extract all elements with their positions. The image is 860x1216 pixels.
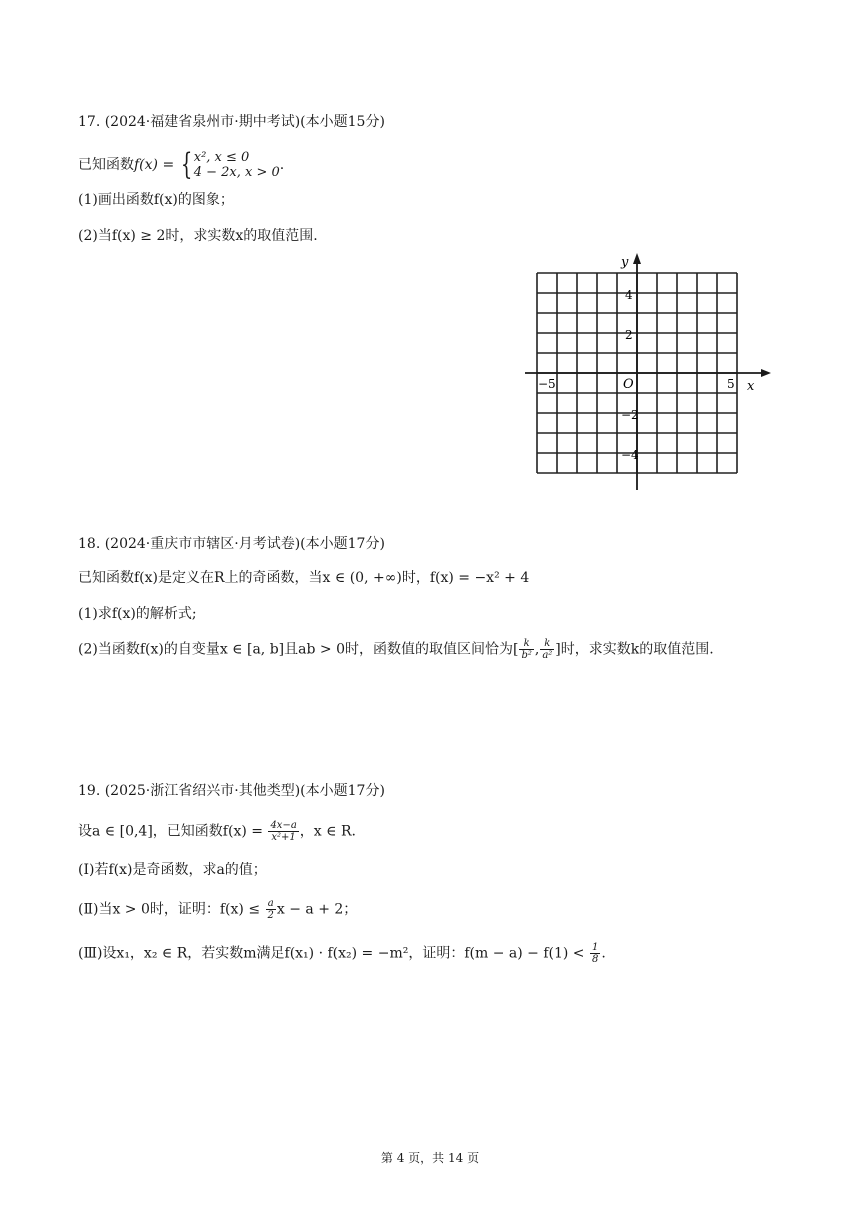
q19-part-2-start: (Ⅱ)当x > 0时，证明：f(x) ≤ <box>78 901 265 918</box>
q19-part-2-fraction <box>266 898 276 921</box>
q19-fraction <box>268 820 298 843</box>
q19-statement <box>78 820 356 843</box>
q19-part-2-fraction-num: a <box>266 898 276 910</box>
q18-part-2-start: (2)当函数f(x)的自变量x ∈ [a, b]且ab > 0时，函数值的取值区间恰为[ <box>78 641 519 658</box>
q18-header: 18. (2024·重庆市市辖区·月考试卷)(本小题17分) <box>78 536 385 552</box>
q19-part-3-start: (Ⅲ)设x₁，x₂ ∈ R，若实数m满足f(x₁) · f(x₂) = −m²，证明：f(m − a) − f(1) < <box>78 945 589 962</box>
q19-part-1: (Ⅰ)若f(x)是奇函数，求a的值； <box>78 862 267 878</box>
x-axis-arrow <box>761 369 771 377</box>
y-axis-arrow <box>633 253 641 264</box>
q19-part-2-fraction-den: 2 <box>267 910 274 921</box>
q18-fraction-1-num: k <box>519 638 533 650</box>
q19-part-3-end: . <box>601 945 606 962</box>
q18-fraction-2-den: a² <box>542 650 553 661</box>
q19-part-2 <box>78 898 357 921</box>
q18-fraction-1-den: b² <box>521 650 532 661</box>
q17-header: 17. (2024·福建省泉州市·期中考试)(本小题15分) <box>78 114 385 130</box>
q17-intro: 已知函数 <box>78 157 134 173</box>
q19-header: 19. (2025·浙江省绍兴市·其他类型)(本小题17分) <box>78 783 385 799</box>
q19-part-3-fraction-num: 1 <box>591 942 599 953</box>
q19-part-3-fraction-den: 8 <box>591 954 599 965</box>
q17-function-definition <box>78 147 285 182</box>
brace-symbol: { <box>180 147 192 182</box>
q19-part-3 <box>78 942 606 965</box>
x-tick-5: 5 <box>727 377 735 391</box>
q19-fraction-den: x²+1 <box>271 832 296 843</box>
y-tick-4: 4 <box>625 288 633 302</box>
q19-fraction-num: 4x−a <box>270 820 297 831</box>
y-tick-2: 2 <box>625 328 633 342</box>
q17-part-1: (1)画出函数f(x)的图象； <box>78 192 234 208</box>
y-axis-label: y <box>621 255 629 270</box>
q18-statement: 已知函数f(x)是定义在R上的奇函数，当x ∈ (0, +∞)时，f(x) = −x² + 4 <box>78 570 530 586</box>
coordinate-grid-figure <box>525 250 775 495</box>
q19-part-3-fraction <box>590 942 600 965</box>
y-tick-neg4: −4 <box>621 448 639 462</box>
x-axis-label: x <box>747 379 755 394</box>
q18-part-2-end: ]时，求实数k的取值范围. <box>555 641 714 658</box>
origin-label: O <box>623 377 634 392</box>
q19-part-2-end: x − a + 2； <box>276 901 358 918</box>
q17-case-1: x², x ≤ 0 <box>193 150 250 165</box>
q18-comma: , <box>534 641 540 658</box>
q17-fx: f(x) = <box>134 157 179 173</box>
q19-statement-start: 设a ∈ [0,4]，已知函数f(x) = <box>78 823 268 840</box>
q18-fraction-2 <box>540 638 554 661</box>
q18-fraction-2-num: k <box>540 638 554 650</box>
y-tick-neg2: −2 <box>621 408 639 422</box>
q17-part-2: (2)当f(x) ≥ 2时，求实数x的取值范围. <box>78 228 318 244</box>
page-footer: 第 4 页，共 14 页 <box>380 1151 480 1165</box>
x-axis <box>525 369 771 377</box>
q17-end: . <box>279 157 285 173</box>
q17-case-2: 4 − 2x, x > 0 <box>193 165 280 180</box>
q19-statement-end: ，x ∈ R. <box>299 823 356 840</box>
x-tick-neg5: −5 <box>538 377 556 391</box>
q18-part-2 <box>78 638 714 661</box>
q18-fraction-1 <box>519 638 533 661</box>
q17-piecewise <box>194 150 280 180</box>
q18-part-1: (1)求f(x)的解析式; <box>78 606 197 622</box>
